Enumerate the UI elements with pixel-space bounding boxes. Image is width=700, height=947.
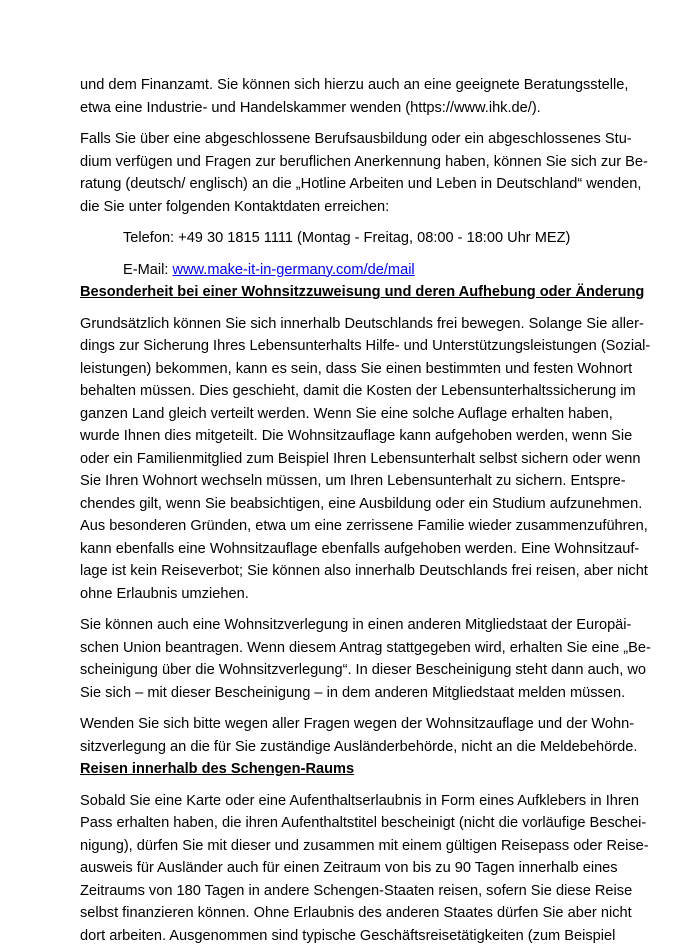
text-line: sitzverlegung an die für Sie zuständige Ausländerbehörde, nicht an die Meldebehörde.: [80, 736, 620, 759]
recognition-paragraph: [80, 128, 620, 218]
text-line: ratung (deutsch/ englisch) an die „Hotline Arbeiten und Leben in Deutschland“ wenden,: [80, 173, 620, 196]
schengen-paragraph-1: [80, 790, 620, 947]
text-line: leistungen) bekommen, kann es sein, dass Sie einen bestimmten und festen Wohnort: [80, 358, 620, 381]
text-line: dium verfügen und Fragen zur beruflichen Anerkennung haben, können Sie sich zur Be-: [80, 151, 620, 174]
text-line: Grundsätzlich können Sie sich innerhalb Deutschlands frei bewegen. Solange Sie aller-: [80, 313, 620, 336]
text-line: schen Union beantragen. Wenn diesem Antrag stattgegeben wird, erhalten Sie eine „Be-: [80, 637, 620, 660]
text-line: ausweis für Ausländer auch für einen Zeitraum von bis zu 90 Tagen innerhalb eines: [80, 857, 620, 880]
residence-paragraph-1: [80, 313, 620, 606]
intro-paragraph: [80, 74, 620, 119]
email-label: E-Mail:: [123, 262, 172, 278]
text-line: behalten müssen. Dies geschieht, damit die Kosten der Lebensunterhaltssicherung im: [80, 380, 620, 403]
text-line: Sie können auch eine Wohnsitzverlegung in einen anderen Mitgliedstaat der Europäi-: [80, 614, 620, 637]
text-line: lage ist kein Reiseverbot; Sie können also innerhalb Deutschlands frei reisen, aber nicht: [80, 560, 620, 583]
text-line: ohne Erlaubnis umziehen.: [80, 583, 620, 606]
text-line: Sobald Sie eine Karte oder eine Aufenthaltserlaubnis in Form eines Aufklebers in Ihren: [80, 790, 620, 813]
document-page: [80, 74, 620, 947]
text-line: scheinigung über die Wohnsitzverlegung“. In dieser Bescheinigung steht dann auch, wo: [80, 659, 620, 682]
contact-email: [80, 259, 620, 282]
text-line: Falls Sie über eine abgeschlossene Berufsausbildung oder ein abgeschlossenes Stu-: [80, 128, 620, 151]
text-line: Sie sich – mit dieser Bescheinigung – in dem anderen Mitgliedstaat melden müssen.: [80, 682, 620, 705]
text-line: die Sie unter folgenden Kontaktdaten erreichen:: [80, 196, 620, 219]
text-line: wurde Ihnen dies mitgeteilt. Die Wohnsitzauflage kann aufgehoben werden, wenn Sie: [80, 425, 620, 448]
text-line: selbst finanzieren können. Ohne Erlaubnis des anderen Staates dürfen Sie aber nicht: [80, 902, 620, 925]
section-heading-schengen: Reisen innerhalb des Schengen-Raums: [80, 758, 620, 781]
text-line: Zeitraums von 180 Tagen in andere Schengen-Staaten reisen, sofern Sie diese Reise: [80, 880, 620, 903]
text-line: ganzen Land gleich verteilt werden. Wenn Sie eine solche Auflage erhalten haben,: [80, 403, 620, 426]
text-line: und dem Finanzamt. Sie können sich hierzu auch an eine geeignete Beratungsstelle,: [80, 74, 620, 97]
text-line: Sie Ihren Wohnort wechseln müssen, um Ihren Lebensunterhalt zu sichern. Entspre-: [80, 470, 620, 493]
text-line: kann ebenfalls eine Wohnsitzauflage ebenfalls aufgehoben werden. Eine Wohnsitzauf-: [80, 538, 620, 561]
residence-paragraph-2: [80, 614, 620, 704]
text-line: chendes gilt, wenn Sie beabsichtigen, eine Ausbildung oder ein Studium aufzunehmen.: [80, 493, 620, 516]
text-line: etwa eine Industrie- und Handelskammer wenden (https://www.ihk.de/).: [80, 97, 620, 120]
text-line: Pass erhalten haben, die ihren Aufenthaltstitel bescheinigt (nicht die vorläufige Beschei-: [80, 812, 620, 835]
section-heading-residence: Besonderheit bei einer Wohnsitzzuweisung und deren Aufhebung oder Änderung: [80, 281, 620, 304]
contact-phone: Telefon: +49 30 1815 1111 (Montag - Freitag, 08:00 - 18:00 Uhr MEZ): [80, 227, 620, 250]
email-link[interactable]: www.make-it-in-germany.com/de/mail: [172, 262, 414, 278]
text-line: dings zur Sicherung Ihres Lebensunterhalts Hilfe- und Unterstützungsleistungen (Sozial-: [80, 335, 620, 358]
text-line: Wenden Sie sich bitte wegen aller Fragen wegen der Wohnsitzauflage und der Wohn-: [80, 713, 620, 736]
text-line: Aus besonderen Gründen, etwa um eine zerrissene Familie wieder zusammenzuführen,: [80, 515, 620, 538]
text-line: oder ein Familienmitglied zum Beispiel Ihren Lebensunterhalt selbst sichern oder wenn: [80, 448, 620, 471]
text-line: nigung), dürfen Sie mit dieser und zusammen mit einem gültigen Reisepass oder Reise-: [80, 835, 620, 858]
residence-paragraph-3: [80, 713, 620, 758]
text-line: dort arbeiten. Ausgenommen sind typische Geschäftsreisetätigkeiten (zum Beispiel: [80, 925, 620, 947]
